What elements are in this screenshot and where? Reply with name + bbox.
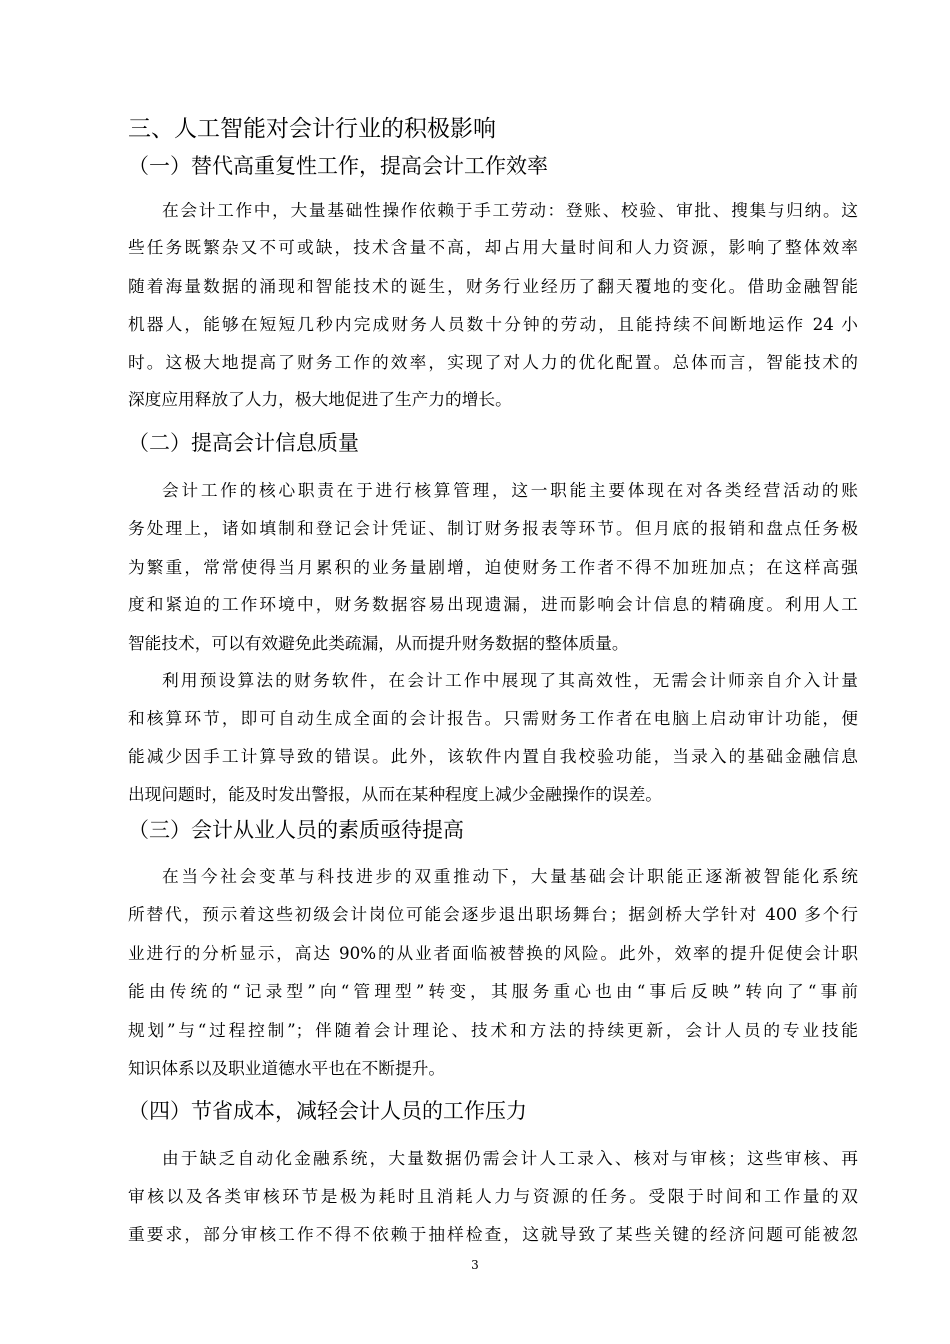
paragraph-line: 时。这极大地提高了财务工作的效率，实现了对人力的优化配置。总体而言，智能技术的 bbox=[128, 352, 858, 372]
paragraph-line: 能由传统的“记录型”向“管理型”转变，其服务重心也由“事后反映”转向了“事前 bbox=[128, 981, 858, 1001]
subsection-heading: （二）提高会计信息质量 bbox=[128, 431, 359, 455]
paragraph-line: 审核以及各类审核环节是极为耗时且消耗人力与资源的任务。受限于时间和工作量的双 bbox=[128, 1186, 858, 1206]
subsection-heading: （四）节省成本，减轻会计人员的工作压力 bbox=[128, 1099, 527, 1123]
paragraph-line: 随着海量数据的涌现和智能技术的诞生，财务行业经历了翻天覆地的变化。借助金融智能 bbox=[128, 276, 858, 296]
paragraph-line: 重要求，部分审核工作不得不依赖于抽样检查，这就导致了某些关键的经济问题可能被忽 bbox=[128, 1224, 858, 1244]
page-number: 3 bbox=[471, 1258, 479, 1272]
paragraph-line: 在会计工作中，大量基础性操作依赖于手工劳动：登账、校验、审批、搜集与归纳。这 bbox=[162, 200, 858, 220]
paragraph-line: 度和紧迫的工作环境中，财务数据容易出现遗漏，进而影响会计信息的精确度。利用人工 bbox=[128, 594, 858, 614]
paragraph-line: 业进行的分析显示，高达 90%的从业者面临被替换的风险。此外，效率的提升促使会计职 bbox=[128, 943, 858, 963]
paragraph-line: 些任务既繁杂又不可或缺，技术含量不高，却占用大量时间和人力资源，影响了整体效率 bbox=[128, 237, 858, 257]
paragraph-line: 利用预设算法的财务软件，在会计工作中展现了其高效性，无需会计师亲自介入计量 bbox=[162, 670, 858, 690]
paragraph-line: 智能技术，可以有效避免此类疏漏，从而提升财务数据的整体质量。 bbox=[128, 633, 629, 653]
paragraph-line: 在当今社会变革与科技进步的双重推动下，大量基础会计职能正逐渐被智能化系统 bbox=[162, 866, 858, 886]
subsection-heading: （三）会计从业人员的素质亟待提高 bbox=[128, 818, 464, 842]
paragraph-line: 知识体系以及职业道德水平也在不断提升。 bbox=[128, 1058, 446, 1078]
paragraph-line: 和核算环节，即可自动生成全面的会计报告。只需财务工作者在电脑上启动审计功能，便 bbox=[128, 708, 858, 728]
paragraph-line: 深度应用释放了人力，极大地促进了生产力的增长。 bbox=[128, 389, 512, 409]
paragraph-line: 规划”与“过程控制”；伴随着会计理论、技术和方法的持续更新，会计人员的专业技能 bbox=[128, 1020, 858, 1040]
paragraph-line: 会计工作的核心职责在于进行核算管理，这一职能主要体现在对各类经营活动的账 bbox=[162, 480, 858, 500]
paragraph-line: 由于缺乏自动化金融系统，大量数据仍需会计人工录入、核对与审核；这些审核、再 bbox=[162, 1148, 858, 1168]
paragraph-line: 出现问题时，能及时发出警报，从而在某种程度上减少金融操作的误差。 bbox=[128, 784, 662, 804]
paragraph-line: 能减少因手工计算导致的错误。此外，该软件内置自我校验功能，当录入的基础金融信息 bbox=[128, 746, 858, 766]
subsection-heading: （一）替代高重复性工作，提高会计工作效率 bbox=[128, 154, 548, 178]
section-title: 三、人工智能对会计行业的积极影响 bbox=[128, 116, 496, 142]
paragraph-line: 机器人，能够在短短几秒内完成财务人员数十分钟的劳动，且能持续不间断地运作 24 小 bbox=[128, 314, 858, 334]
paragraph-line: 为繁重，常常使得当月累积的业务量剧增，迫使财务工作者不得不加班加点；在这样高强 bbox=[128, 557, 858, 577]
paragraph-line: 务处理上，诸如填制和登记会计凭证、制订财务报表等环节。但月底的报销和盘点任务极 bbox=[128, 518, 858, 538]
paragraph-line: 所替代，预示着这些初级会计岗位可能会逐步退出职场舞台；据剑桥大学针对 400 多个行 bbox=[128, 904, 858, 924]
